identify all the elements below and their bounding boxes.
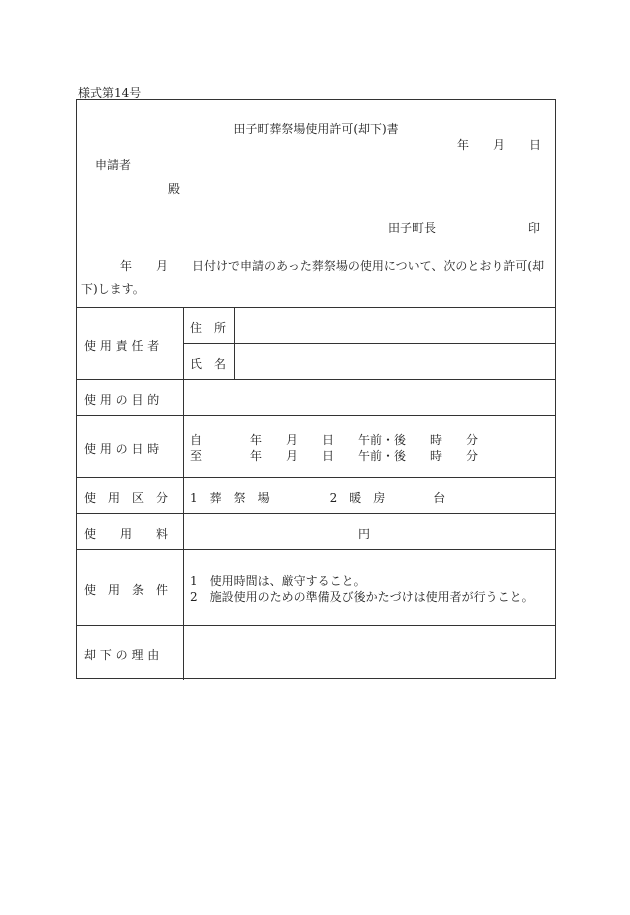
form-number: 様式第14号: [78, 86, 142, 100]
condition-item-2: 2 施設使用のための準備及び後かたづけは使用者が行うこと。: [190, 590, 534, 604]
body-text-line1: 年 月 日付けで申請のあった葬祭場の使用について、次のとおり許可(却: [120, 259, 545, 273]
datetime-to: 至 年 月 日 午前・後 時 分: [190, 449, 479, 463]
permit-form: [76, 99, 556, 679]
fee-label: 使 用 料: [84, 527, 169, 541]
category-value: 1 葬 祭 場 2 暖 房 台: [190, 491, 446, 505]
applicant-label: 申請者: [95, 158, 132, 172]
rejection-reason-label: 却 下 の 理 由: [84, 648, 160, 662]
fee-unit: 円: [358, 527, 371, 541]
honorific-label: 殿: [168, 182, 181, 196]
purpose-label: 使 用 の 目 的: [84, 393, 160, 407]
date-year-label: 年: [457, 138, 470, 152]
issuer-label: 田子町長: [388, 221, 437, 235]
body-text-line2: 下)します。: [81, 282, 145, 296]
condition-item-1: 1 使用時間は、厳守すること。: [190, 574, 366, 588]
address-label: 住 所: [190, 321, 227, 335]
form-title: 田子町葬祭場使用許可(却下)書: [233, 122, 399, 136]
name-label: 氏 名: [190, 357, 227, 371]
datetime-label: 使 用 の 日 時: [84, 442, 160, 456]
responsible-person-label: 使 用 責 任 者: [84, 339, 160, 353]
datetime-from: 自 年 月 日 午前・後 時 分: [190, 433, 479, 447]
seal-label: 印: [528, 221, 541, 235]
date-day-label: 日: [529, 138, 542, 152]
category-label: 使 用 区 分: [84, 491, 169, 505]
date-month-label: 月: [493, 138, 506, 152]
conditions-label: 使 用 条 件: [84, 583, 169, 597]
